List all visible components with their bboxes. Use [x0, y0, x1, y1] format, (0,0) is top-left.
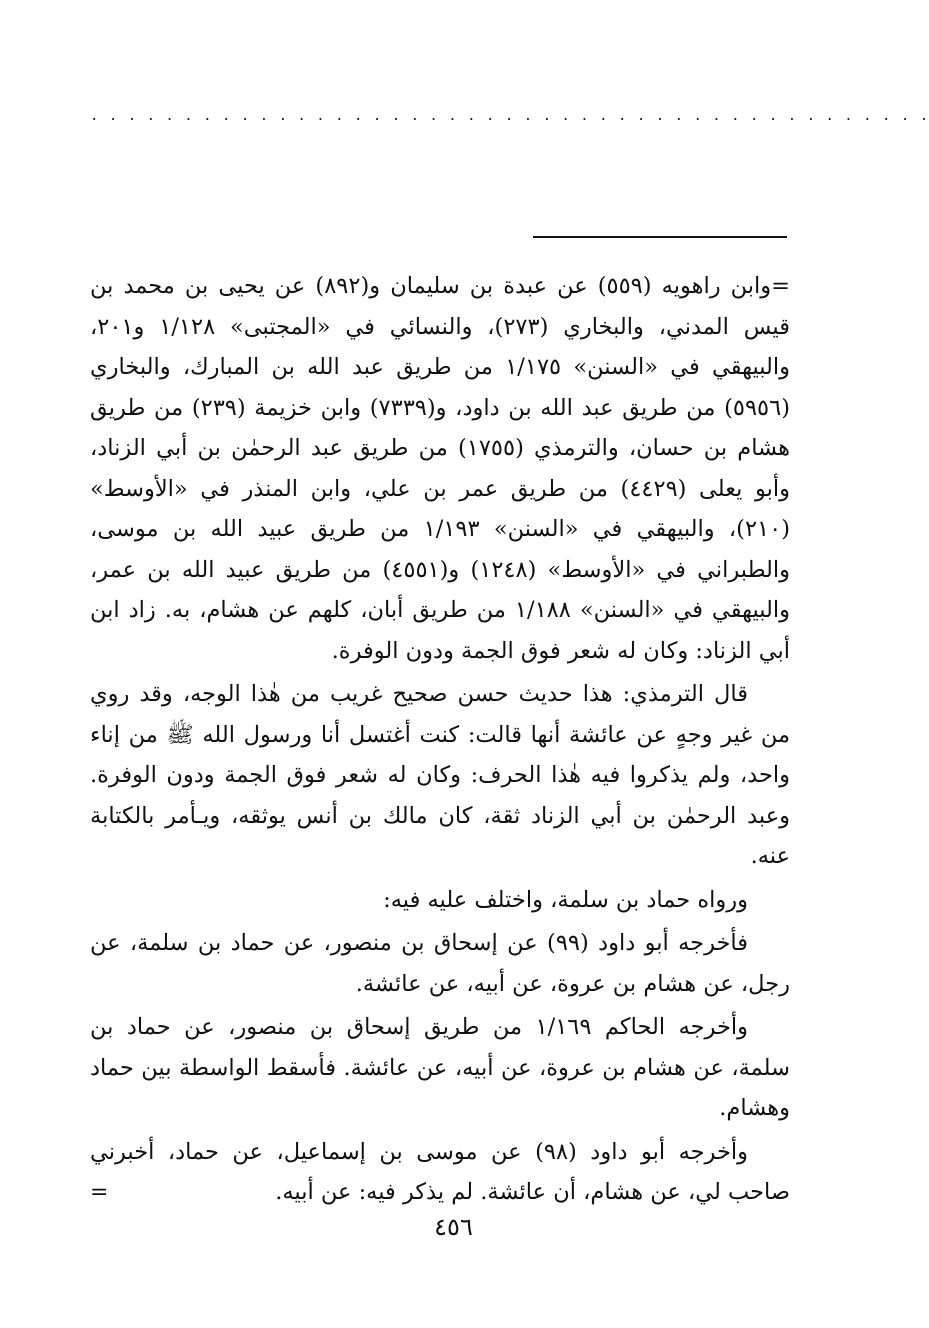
footnote-paragraph: قال الترمذي: هذا حديث حسن صحيح غريب من هٰذا الوجه، وقد روي من غير وجهٍ عن عائشة أنها قالت: كنت أغتسل أنا ورسول الله ﷺ من إناء واحد، ولم يذكروا فيه هٰذا الحرف: وكان له شعر فوق الجمة ودون الوفرة. وعبد الرحمٰن بن أبي الزناد ثقة، كان مالك بن أنس يوثقه، ويـأمر بالكتابة عنه. — [90, 681, 790, 869]
footnote-paragraph: وأخرجه أبو داود (٩٨) عن موسى بن إسماعيل، عن حماد، أخبرني صاحب لي، عن هشام، أن عائشة. لم يذكر فيه: عن أبيه. — [90, 1138, 790, 1205]
footnote-paragraph: فأخرجه أبو داود (٩٩) عن إسحاق بن منصور، عن حماد بن سلمة، عن رجل، عن هشام بن عروة، عن أبيه، عن عائشة. — [90, 930, 790, 997]
page-number: ٤٥٦ — [434, 1213, 473, 1241]
footnote-rule — [533, 236, 787, 238]
footnote-text — [90, 266, 790, 1213]
footnote-paragraph: وأخرجه الحاكم ١/١٦٩ من طريق إسحاق بن منصور، عن حماد بن سلمة، عن هشام بن عروة، عن أبيه، عن عائشة. فأسقط الواسطة بين حماد وهشام. — [90, 1014, 790, 1121]
footnote-paragraph: =وابن راهويه (٥٥٩) عن عبدة بن سليمان و(٨٩٢) عن يحيى بن محمد بن قيس المدني، والبخاري (٢٧٣)، والنسائي في «المجتبى» ١/١٢٨ و٢٠١، والبيهقي في «السنن» ١/١٧٥ من طريق عبد الله بن المبارك، والبخاري (٥٩٥٦) من طريق عبد الله بن داود، و(٧٣٣٩) وابن خزيمة (٢٣٩) من طريق هشام بن حسان، والترمذي (١٧٥٥) من طريق عبد الرحمٰن بن أبي الزناد، وأبو يعلى (٤٤٢٩) من طريق عمر بن علي، وابن المنذر في «الأوسط» (٢١٠)، والبيهقي في «السنن» ١/١٩٣ من طريق عبيد الله بن موسى، والطبراني في «الأوسط» (١٢٤٨) و(٤٥٥١) من طريق عبيد الله بن عمر، والبيهقي في «السنن» ١/١٨٨ من طريق أبان، كلهم عن هشام، به. زاد ابن أبي الزناد: وكان له شعر فوق الجمة ودون الوفرة. — [90, 273, 791, 664]
separator-dots: . . . . . . . . . . . . . . . . . . . . . . . . . . . . . . . . . . . . . . . . . . . . . — [90, 108, 929, 124]
footnote-paragraph: ورواه حماد بن سلمة، واختلف عليه فيه: — [383, 886, 748, 913]
continuation-mark: = — [90, 1180, 109, 1205]
